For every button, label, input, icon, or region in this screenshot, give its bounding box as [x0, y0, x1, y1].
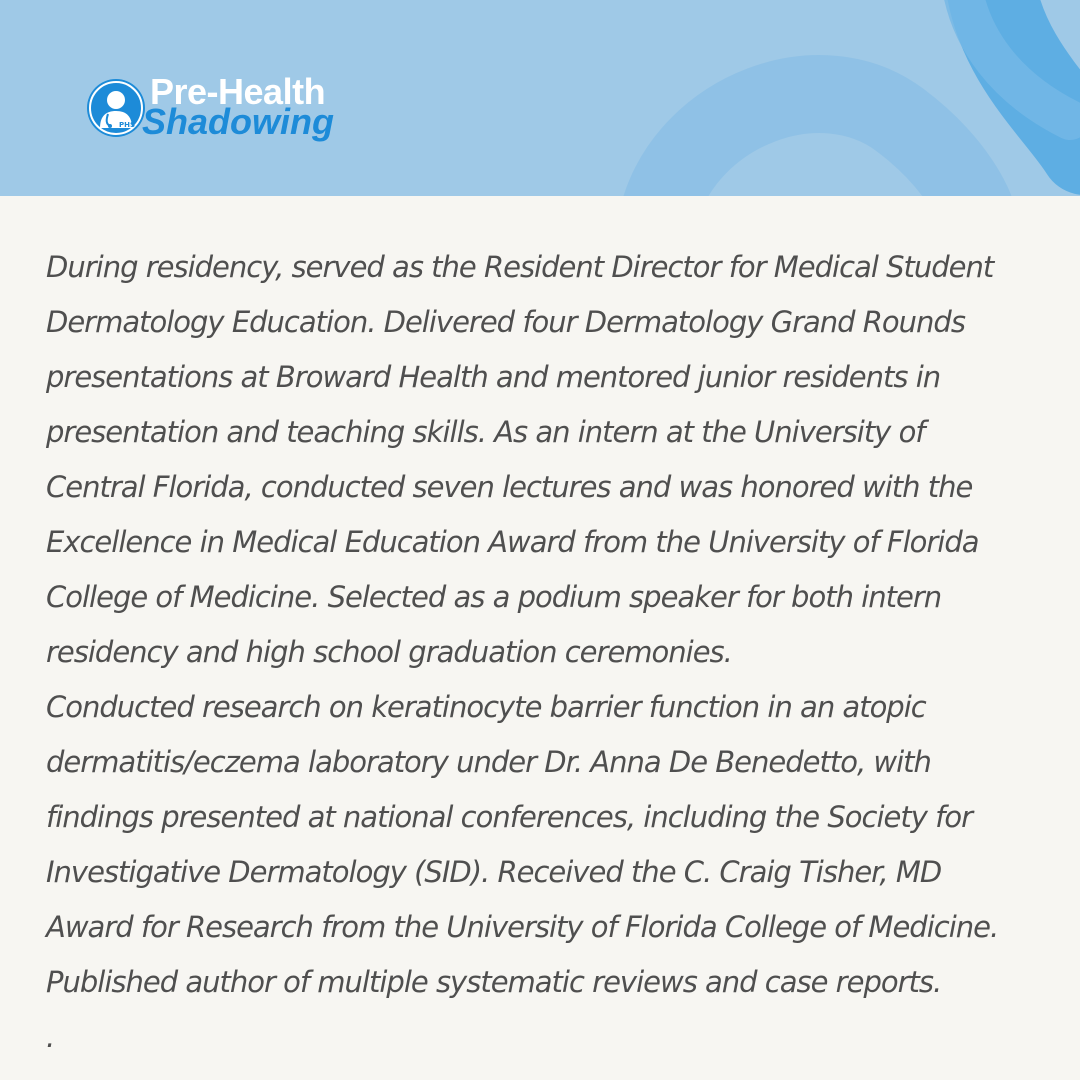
bio-line: Published author of multiple systematic reviews and case reports. [46, 965, 942, 999]
bio-line: College of Medicine. Selected as a podium speaker for both intern [46, 580, 942, 614]
brand-name-line1: Pre-Health [150, 71, 326, 112]
bio-line: dermatitis/eczema laboratory under Dr. Anna De Benedetto, with [46, 745, 931, 779]
bio-line: residency and high school graduation ceremonies. [46, 635, 732, 669]
bio-line: During residency, served as the Resident Director for Medical Student [46, 250, 994, 284]
bio-line: findings presented at national conferences, including the Society for [46, 800, 972, 834]
doctor-avatar-icon [86, 78, 146, 138]
bio-line: Excellence in Medical Education Award from the University of Florida [46, 525, 979, 559]
header-banner [0, 0, 1080, 196]
bio-line: Dermatology Education. Delivered four Dermatology Grand Rounds [46, 305, 965, 339]
bio-line: Central Florida, conducted seven lectures and was honored with the [46, 470, 973, 504]
bio-line: Investigative Dermatology (SID). Received the C. Craig Tisher, MD [46, 855, 942, 889]
bio-text [46, 240, 1076, 1065]
bio-line: presentations at Broward Health and mentored junior residents in [46, 360, 941, 394]
badge-text: PHS [119, 121, 136, 129]
bio-line: . [46, 1020, 55, 1054]
bio-line: Award for Research from the University of Florida College of Medicine. [46, 910, 999, 944]
brand-name-line2: Shadowing [142, 101, 334, 142]
brand-logo [86, 72, 376, 144]
bio-line: Conducted research on keratinocyte barrier function in an atopic [46, 690, 926, 724]
bio-line: presentation and teaching skills. As an intern at the University of [46, 415, 925, 449]
